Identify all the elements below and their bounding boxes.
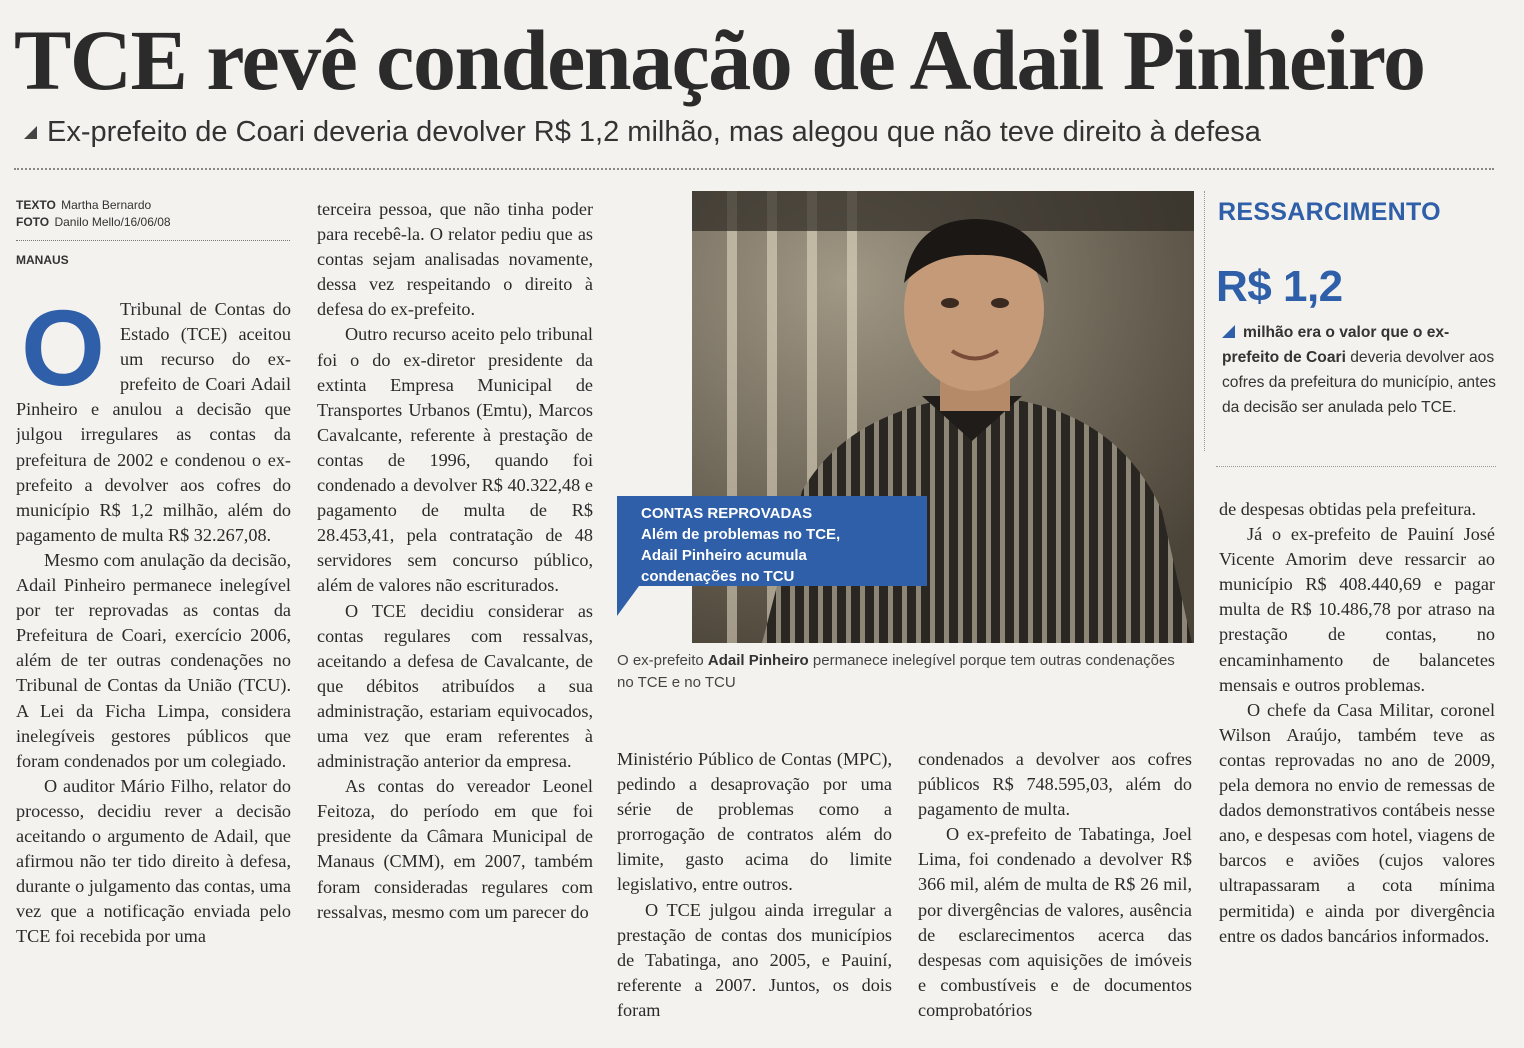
sidebar-title: RESSARCIMENTO <box>1218 198 1441 226</box>
article-column-4 <box>918 747 1192 1045</box>
article-paragraph: Já o ex-prefeito de Pauiní José Vicente Amorim deve ressarcir ao município R$ 408.440,69 e pagar multa de R$ 10.486,78 por atraso na prestação de contas, no encaminhamento de balancetes mensais e outros problemas. <box>1219 524 1495 695</box>
article-paragraph: Outro recurso aceito pelo tribunal foi o do ex-diretor presidente da extinta Empresa Municipal de Transportes Urbanos (Emtu), Marcos Cavalcante, referente à prestação de contas de 1996, quando foi condenado a devolver R$ 40.322,48 e pagamento de multa de R$ 28.453,41, pela contratação de 48 servidores sem concurso público, além de valores não escriturados. <box>317 324 593 596</box>
byline-text: TEXTO Martha Bernardo <box>16 198 152 212</box>
article-paragraph: terceira pessoa, que não tinha poder para recebê-la. O relator pediu que as contas sejam analisadas novamente, dessa vez respeitando o direito à defesa do ex-prefeito. <box>317 199 593 320</box>
subheadline-text: Ex-prefeito de Coari deveria devolver R$ 1,2 milhão, mas alegou que não teve direito à defesa <box>47 116 1261 148</box>
callout-text <box>641 503 921 587</box>
byline-photo: FOTO Danilo Mello/16/06/08 <box>16 215 171 229</box>
article-paragraph: O ex-prefeito de Tabatinga, Joel Lima, foi condenado a devolver R$ 366 mil, além de multa de R$ 26 mil, por divergências de valores, ausência de esclarecimentos acerca das despesas com aquisições de imóveis e combustíveis e de documentos comprobatórios <box>918 824 1192 1020</box>
sidebar-big-number: R$ 1,2 <box>1216 262 1343 311</box>
callout-line: Além de problemas no TCE, <box>641 526 841 543</box>
article-paragraph: Ministério Público de Contas (MPC), pedindo a desaprovação por uma série de problemas como a prorrogação de contratos além do limite, gasto acima do limite legislativo, entre outros. <box>617 749 892 895</box>
sidebar-divider <box>1204 191 1205 451</box>
byline <box>16 197 171 231</box>
article-column-3 <box>617 747 892 1045</box>
callout-title: CONTAS REPROVADAS <box>641 505 813 522</box>
article-paragraph: de despesas obtidas pela prefeitura. <box>1219 499 1477 519</box>
svg-text:O: O <box>20 301 106 395</box>
callout-line: condenações no TCU <box>641 568 795 585</box>
article-paragraph: Mesmo com anulação da decisão, Adail Pinheiro permanece inelegível por ter reprovadas as contas da Prefeitura de Coari, exercício 2006, além de ter outras condenações no Tribunal de Contas da União (TCU). A Lei da Ficha Limpa, considera inelegíveis gestores públicos que foram condenados por um colegiado. <box>16 549 291 771</box>
sidebar-bottom-divider <box>1216 466 1496 467</box>
triangle-marker-icon <box>24 126 37 139</box>
article-paragraph: O auditor Mário Filho, relator do processo, decidiu rever a decisão aceitando o argumento de Adail, que afirmou não ter tido direito à defesa, durante o julgamento das contas, uma vez que a notificação enviada pelo TCE foi recebida por uma <box>16 775 291 947</box>
article-paragraph: O chefe da Casa Militar, coronel Wilson Araújo, também teve as contas reprovadas no ano de 2009, pela demora no envio de remessas de dados demonstrativos contábeis nesse ano, e despesas com hotel, viagens de barcos e aviões (cujos valores ultrapassaram a cota mínima permitida) e ainda por divergência entre os dados bancários informados. <box>1219 699 1495 946</box>
byline-divider <box>16 240 290 241</box>
article-column-5 <box>1219 497 1495 1045</box>
headline: TCE revê condenação de Adail Pinheiro <box>14 12 1425 108</box>
headline-divider <box>14 168 1494 170</box>
article-paragraph: As contas do vereador Leonel Feitoza, do período em que foi presidente da Câmara Municipal de Manaus (CMM), em 2007, também foram consideradas regulares com ressalvas, mesmo com um parecer do <box>317 776 593 922</box>
article-paragraph: condenados a devolver aos cofres públicos R$ 748.595,03, além do pagamento de multa. <box>918 749 1192 820</box>
article-column-2 <box>317 197 593 1045</box>
callout-line: Adail Pinheiro acumula <box>641 547 807 564</box>
dateline-city: MANAUS <box>16 253 69 267</box>
article-column-1 <box>16 297 291 1045</box>
article-paragraph: O TCE julgou ainda irregular a prestação de contas dos municípios de Tabatinga, ano 2005, e Pauiní, referente a 2007. Juntos, os dois foram <box>617 899 892 1020</box>
subheadline <box>24 116 1261 149</box>
sidebar-text: milhão era o valor que o ex-prefeito de Coari deveria devolver aos cofres da prefeitura do município, antes da decisão ser anulada pelo TCE. <box>1222 324 1496 416</box>
article-paragraph: O TCE decidiu considerar as contas regulares com ressalvas, aceitando a defesa de Cavalcante, de que débitos atribuídos a sua administração, estariam equivocados, uma vez que eram referentes à administração anterior da empresa. <box>317 600 593 772</box>
dropcap <box>16 301 110 395</box>
photo-caption: O ex-prefeito Adail Pinheiro permanece inelegível porque tem outras condenações no TCE e no TCU <box>617 652 1175 691</box>
article-paragraph: Tribunal de Contas do Estado (TCE) aceitou um recurso do ex-prefeito de Coari Adail Pinheiro e anulou a decisão que julgou irregulares as contas da prefeitura de 2002 e condenou o ex-prefeito a devolver aos cofres do município R$ 1,2 milhão, além do pagamento de multa R$ 32.267,08. <box>16 299 291 545</box>
triangle-marker-icon <box>1222 325 1235 338</box>
